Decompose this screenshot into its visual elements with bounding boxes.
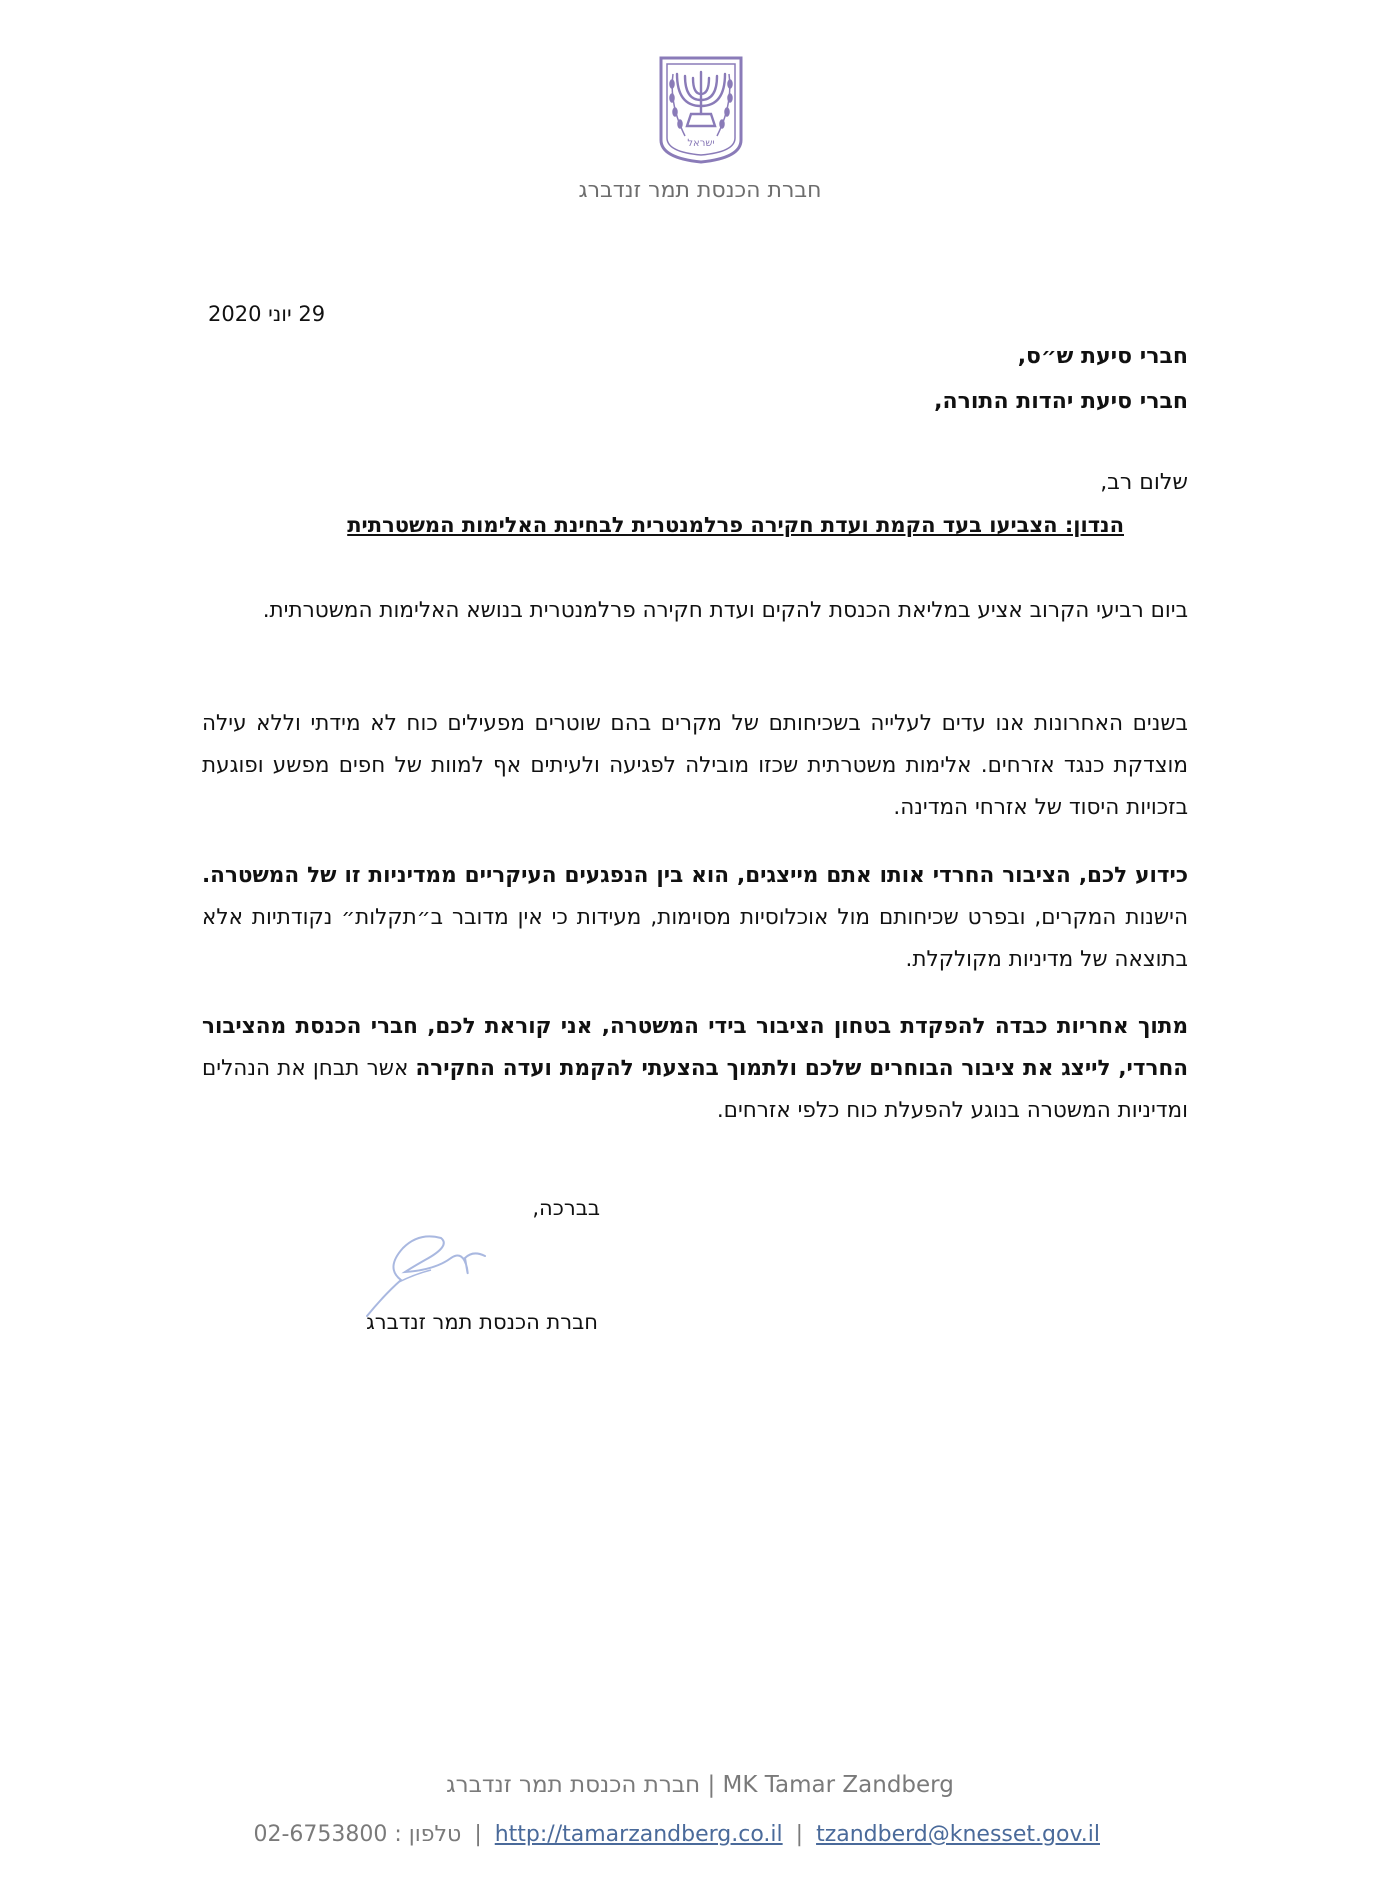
body-paragraph-4 — [202, 1006, 1188, 1132]
paragraph-text: אשר תבחן את הנהלים ומדיניות המשטרה בנוגע להפעלת כוח כלפי אזרחים. — [202, 1056, 1188, 1123]
phone-number: 02-6753800 — [253, 1822, 388, 1847]
signer-name: חברת הכנסת תמר זנדברג — [366, 1310, 598, 1334]
footer-name-line: MK Tamar Zandberg | חברת הכנסת תמר זנדברג — [446, 1772, 954, 1798]
sender-header-name: חברת הכנסת תמר זנדברג — [578, 178, 822, 203]
paragraph-text: הישנות המקרים, ובפרט שכיחותם מול אוכלוסיות מסוימות, מעידות כי אין מדובר ב״תקלות״ נקודתיות אלא בתוצאה של מדיניות מקולקלת. — [202, 905, 1188, 972]
phone-label: טלפון : — [394, 1822, 462, 1847]
letter-date: 29 יוני 2020 — [208, 302, 326, 326]
recipients-block — [934, 344, 1188, 434]
body-paragraph-2: בשנים האחרונות אנו עדים לעלייה בשכיחותם של מקרים בהם שוטרים מפעילים כוח לא מידתי וללא עילה מוצדקת כנגד אזרחים. אלימות משטרתית שכזו מובילה לפגיעה ולעיתים אף למוות של חפים מפשע ופוגעת בזכויות היסוד של אזרחי המדינה. — [202, 711, 1188, 820]
handwritten-signature-icon — [355, 1198, 515, 1326]
footer-separator: | — [474, 1822, 482, 1847]
body-paragraph-1: ביום רביעי הקרוב אציע במליאת הכנסת להקים ועדת חקירה פרלמנטרית בנושא האלימות המשטרתית. — [262, 598, 1188, 623]
body-paragraph-3 — [202, 855, 1188, 981]
subject-line: הנדון: הצביעו בעד הקמת ועדת חקירה פרלמנטרית לבחינת האלימות המשטרתית — [347, 513, 1124, 537]
paragraph-bold-text: כידוע לכם, הציבור החרדי אותו אתם מייצגים, הוא בין הנפגעים העיקריים ממדיניות זו של המשטרה. — [202, 863, 1188, 888]
svg-text:ישראל: ישראל — [687, 138, 715, 149]
website-link[interactable]: http://tamarzandberg.co.il — [494, 1822, 783, 1847]
paragraph-bold-text: מתוך אחריות כבדה להפקדת בטחון הציבור בידי המשטרה, אני קוראת לכם, חברי הכנסת מהציבור החרדי, לייצג את ציבור הבוחרים שלכם ולתמוך בהצעתי להקמת ועדה החקירה — [202, 1014, 1188, 1081]
email-link[interactable]: tzandberd@knesset.gov.il — [816, 1822, 1100, 1847]
menorah-emblem-icon — [655, 54, 747, 166]
recipient-line: חברי סיעת ש״ס, — [1017, 344, 1188, 369]
footer-contact-line — [253, 1822, 1100, 1847]
closing-blessing: בברכה, — [532, 1196, 600, 1220]
footer-separator: | — [795, 1822, 804, 1847]
greeting: שלום רב, — [1100, 470, 1188, 495]
recipient-line: חברי סיעת יהדות התורה, — [934, 389, 1188, 414]
